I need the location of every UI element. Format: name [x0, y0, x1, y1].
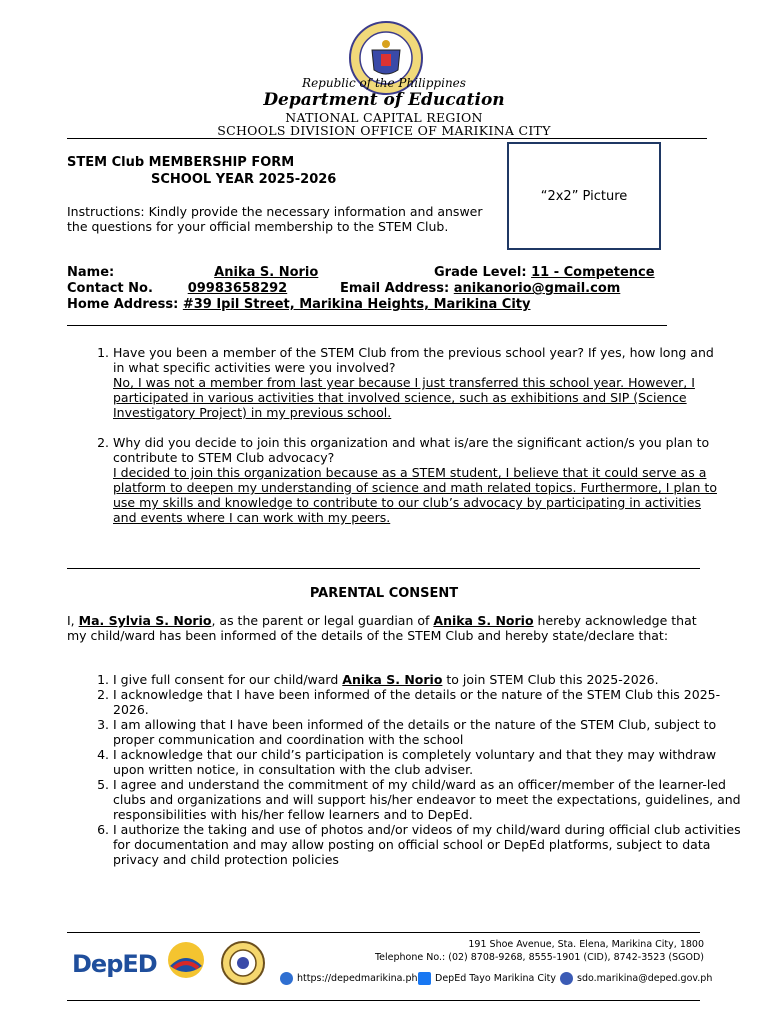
consent-item: 6. I authorize the taking and use of photos and/or videos of my child/ward during official club activities for documentation and may allow posting on official school or DepEd platforms, subject to data privacy and child protection policies: [113, 822, 743, 867]
email-text[interactable]: sdo.marikina@deped.gov.ph: [577, 973, 713, 984]
consent-intro-1: I,: [67, 613, 79, 628]
grade-field[interactable]: 11 - Competence: [531, 265, 655, 280]
bagong-pilipinas-logo: [160, 940, 212, 984]
footer-facebook[interactable]: [418, 972, 556, 985]
footer-address: 191 Shoe Avenue, Sta. Elena, Marikina City, 1800: [468, 939, 704, 950]
footer-email[interactable]: [560, 972, 712, 985]
consent-item-1b: to join STEM Club this 2025-2026.: [442, 672, 659, 687]
footer-telephone: Telephone No.: (02) 8708-9268, 8555-1901 (CID), 8742-3523 (SGOD): [374, 952, 704, 963]
consent-intro: [67, 613, 697, 643]
address-field[interactable]: #39 Ipil Street, Marikina Heights, Marikina City: [182, 297, 531, 312]
sdo-marikina-seal: [220, 940, 266, 986]
child-name[interactable]: Anika S. Norio: [433, 613, 534, 628]
consent-intro-3: hereby acknowledge that my child/ward has been informed of the details of the STEM Club and hereby state/declare that:: [67, 613, 697, 643]
contact-label: Contact No.: [67, 281, 153, 296]
grade-row: [434, 265, 655, 280]
footer-bottom-rule: [67, 1000, 700, 1001]
address-label: Home Address:: [67, 297, 179, 312]
question-item: [113, 435, 723, 525]
name-field[interactable]: Anika S. Norio: [214, 265, 319, 280]
question-text: Have you been a member of the STEM Club from the previous school year? If yes, how long and in what specific activities were you involved?: [113, 345, 714, 375]
header-divider: [67, 138, 707, 139]
globe-icon: [280, 972, 293, 985]
name-label: Name:: [67, 265, 115, 280]
consent-list: [67, 672, 743, 867]
photo-label: “2x2” Picture: [540, 188, 628, 204]
question-text: Why did you decide to join this organization and what is/are the significant action/s you plan to contribute to STEM Club advocacy?: [113, 435, 710, 465]
school-year: SCHOOL YEAR 2025-2026: [151, 172, 337, 187]
address-row: [67, 297, 530, 312]
consent-item: 3. I am allowing that I have been informed of the details or the nature of the STEM Club, subject to proper communication and coordination with the school: [113, 717, 743, 747]
header-republic: Republic of the Philippines: [302, 76, 466, 90]
consent-title: PARENTAL CONSENT: [309, 586, 459, 601]
questions-divider: [67, 568, 700, 569]
form-title: STEM Club MEMBERSHIP FORM: [67, 155, 295, 170]
header-division: SCHOOLS DIVISION OFFICE OF MARIKINA CITY: [217, 123, 551, 138]
consent-item-1a: I give full consent for our child/ward: [113, 672, 343, 687]
photo-placeholder[interactable]: [507, 142, 661, 250]
answer-text[interactable]: I decided to join this organization because as a STEM student, I believe that it could serve as a platform to deepen my understanding of science and math related topics. Furthermore, I plan to use my skills and knowledge to contribute to our club’s advocacy by participating in activities and events where I can work with my peers.: [113, 465, 717, 525]
footer-website[interactable]: [280, 972, 418, 985]
footer-top-rule: [67, 932, 700, 933]
consent-item: [113, 672, 743, 687]
header-region: NATIONAL CAPITAL REGION: [285, 110, 483, 125]
consent-item: 4. I acknowledge that our child’s participation is completely voluntary and that they may withdraw upon written notice, in consultation with the club adviser.: [113, 747, 743, 777]
parent-name[interactable]: Ma. Sylvia S. Norio: [78, 613, 212, 628]
consent-item: 5. I agree and understand the commitment of my child/ward as an officer/member of the learner-led clubs and organizations and will support his/her endeavor to meet the expectations, guidelines, and responsibilities with his/her fellow learners and to DepEd.: [113, 777, 743, 822]
child-name[interactable]: Anika S. Norio: [342, 672, 443, 687]
contact-field[interactable]: 09983658292: [187, 281, 288, 296]
email-icon: [560, 972, 573, 985]
fields-divider: [67, 325, 667, 326]
answer-text[interactable]: No, I was not a member from last year because I just transferred this school year. However, I participated in various activities that involved science, such as exhibitions and SIP (Science Investigatory Project) in my previous school.: [113, 375, 695, 420]
facebook-text[interactable]: DepEd Tayo Marikina City: [435, 973, 556, 984]
questions-list: [67, 345, 723, 540]
question-item: [113, 345, 723, 420]
consent-intro-2: , as the parent or legal guardian of: [211, 613, 434, 628]
instructions: Instructions: Kindly provide the necessary information and answer the questions for your official membership to the STEM Club.: [67, 204, 483, 234]
email-row: [340, 281, 669, 296]
name-row: [67, 265, 414, 280]
email-field[interactable]: anikanorio@gmail.com: [453, 281, 621, 296]
facebook-icon: [418, 972, 431, 985]
consent-item: 2. I acknowledge that I have been informed of the details or the nature of the STEM Club this 2025-2026.: [113, 687, 743, 717]
grade-label: Grade Level:: [434, 265, 527, 280]
deped-footer-logo: DepED: [72, 950, 157, 978]
email-label: Email Address:: [340, 281, 450, 296]
header-department: Department of Education: [263, 90, 505, 110]
website-text[interactable]: https://depedmarikina.ph: [297, 973, 418, 984]
contact-row: [67, 281, 317, 296]
